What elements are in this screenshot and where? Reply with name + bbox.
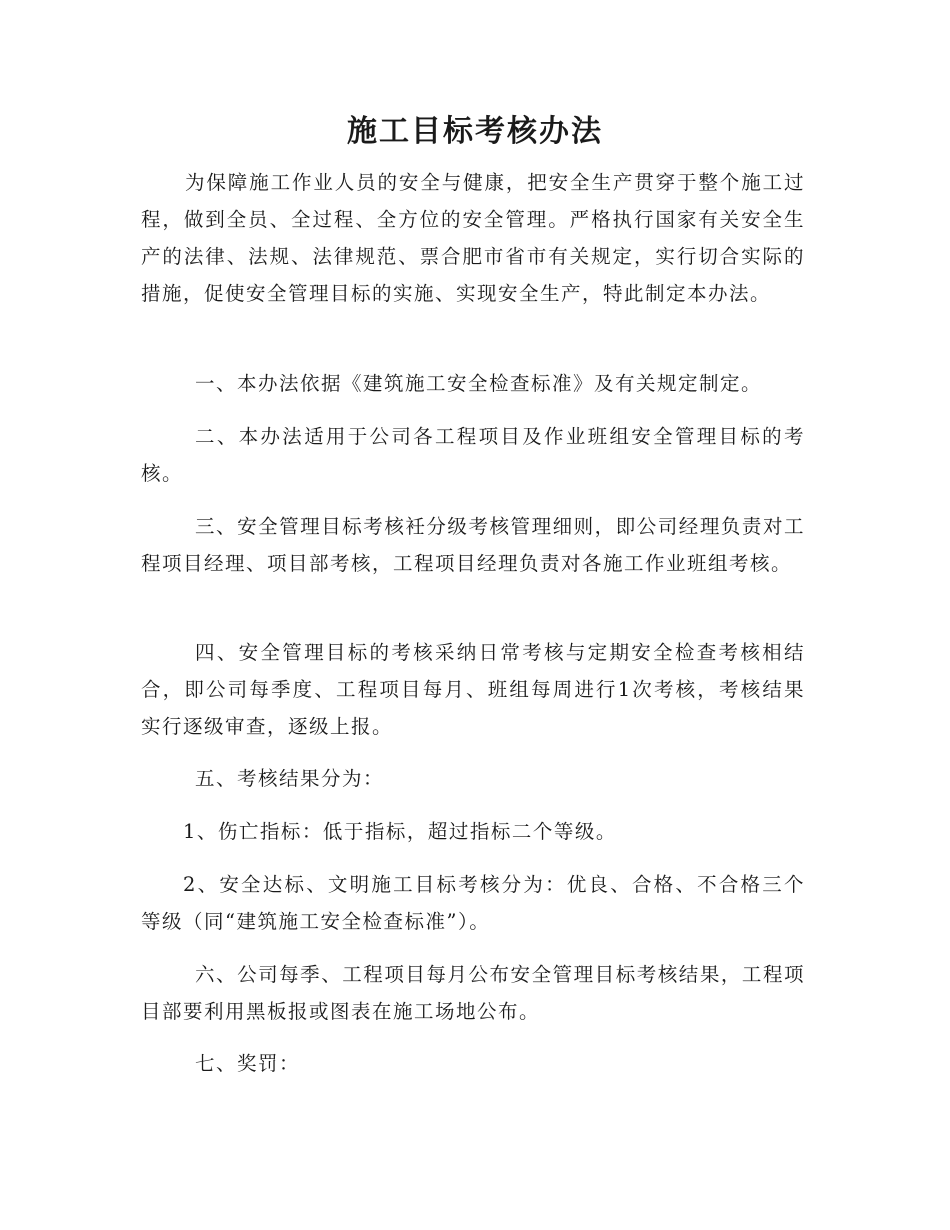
- clause-6: 六、公司每季、工程项目每月公布安全管理目标考核结果，工程项目部要利用黑板报或图表在施工场地公布。: [141, 963, 805, 1023]
- clause-1: 一、本办法依据《建筑施工安全检查标准》及有关规定制定。: [195, 372, 763, 395]
- intro-paragraph: 为保障施工作业人员的安全与健康，把安全生产贯穿于整个施工过程，做到全员、全过程、全方位的安全管理。严格执行国家有关安全生产的法律、法规、法律规范、票合肥市省市有关规定，实行切合实际的措施，促使安全管理目标的实施、实现安全生产，特此制定本办法。: [141, 171, 805, 305]
- clause-2: 二、本办法适用于公司各工程项目及作业班组安全管理目标的考核。: [141, 425, 805, 485]
- clause-3: 三、安全管理目标考核衽分级考核管理细则，即公司经理负责对工程项目经理、项目部考核，工程项目经理负责对各施工作业班组考核。: [141, 515, 805, 575]
- clause-5-subitem-2: 2、安全达标、文明施工目标考核分为：优良、合格、不合格三个等级（同“建筑施工安全检查标准”）。: [141, 873, 805, 933]
- clause-5-subitem-1: 1、伤亡指标：低于指标，超过指标二个等级。: [183, 820, 617, 843]
- document-title: 施工目标考核办法: [347, 114, 603, 149]
- clause-5: 五、考核结果分为：: [195, 767, 385, 790]
- clause-4: 四、安全管理目标的考核采纳日常考核与定期安全检查考核相结合，即公司每季度、工程项目每月、班组每周进行1次考核，考核结果实行逐级审查，逐级上报。: [141, 641, 805, 738]
- clause-7: 七、奖罚：: [195, 1052, 301, 1075]
